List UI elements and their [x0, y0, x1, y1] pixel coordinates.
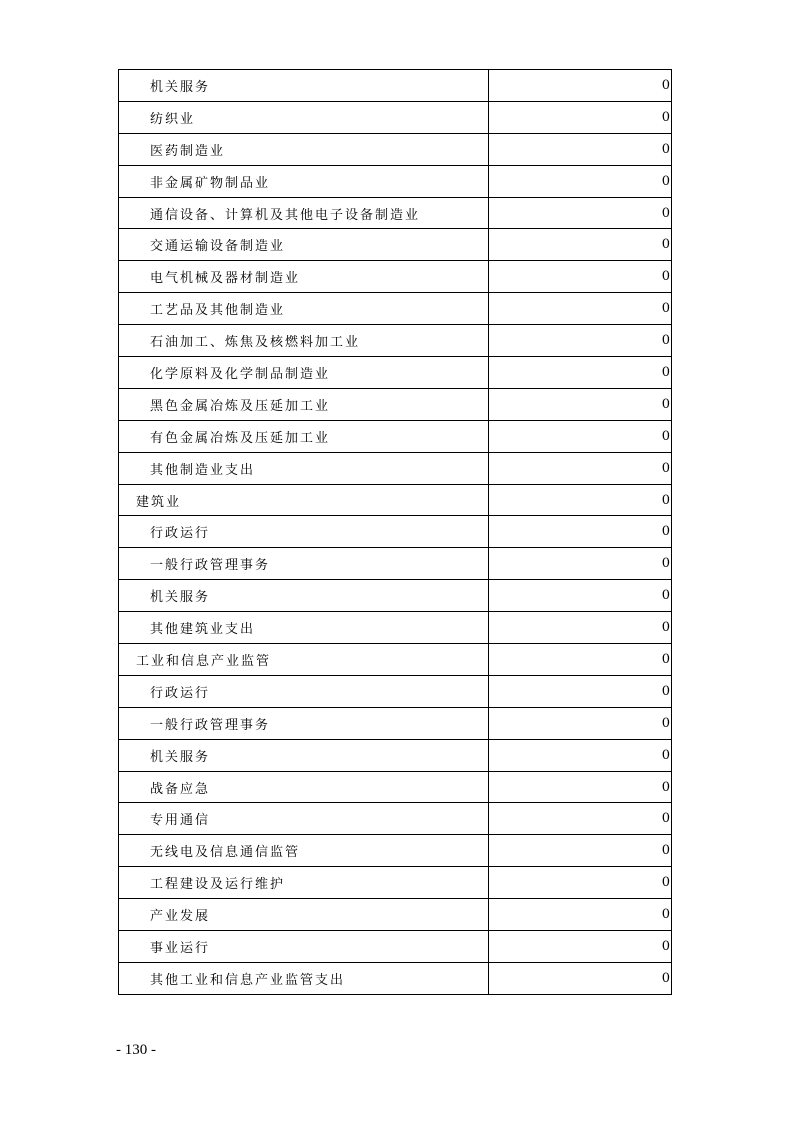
row-value: 0: [489, 70, 672, 102]
table-row: [119, 931, 672, 963]
row-name: 有色金属冶炼及压延加工业: [119, 420, 489, 452]
row-value: 0: [489, 516, 672, 548]
row-value: 0: [489, 293, 672, 325]
row-name: 战备应急: [119, 771, 489, 803]
row-value: 0: [489, 771, 672, 803]
row-name: 产业发展: [119, 899, 489, 931]
table-row: [119, 229, 672, 261]
table-row: [119, 165, 672, 197]
table-row: [119, 484, 672, 516]
table-row: [119, 962, 672, 994]
table-row: [119, 516, 672, 548]
row-name: 黑色金属冶炼及压延加工业: [119, 388, 489, 420]
row-value: 0: [489, 484, 672, 516]
table-row: [119, 867, 672, 899]
table-row: [119, 197, 672, 229]
row-value: 0: [489, 612, 672, 644]
row-value: 0: [489, 325, 672, 357]
row-name: 其他建筑业支出: [119, 612, 489, 644]
row-name: 一般行政管理事务: [119, 707, 489, 739]
row-value: 0: [489, 803, 672, 835]
row-value: 0: [489, 675, 672, 707]
row-name: 建筑业: [119, 484, 489, 516]
row-value: 0: [489, 899, 672, 931]
row-name: 专用通信: [119, 803, 489, 835]
row-value: 0: [489, 229, 672, 261]
table-row: [119, 675, 672, 707]
table-body: [119, 70, 672, 995]
row-name: 化学原料及化学制品制造业: [119, 357, 489, 389]
row-value: 0: [489, 835, 672, 867]
table-row: [119, 803, 672, 835]
row-name: 工业和信息产业监管: [119, 644, 489, 676]
row-name: 其他制造业支出: [119, 452, 489, 484]
row-value: 0: [489, 548, 672, 580]
budget-table: [118, 69, 672, 995]
row-value: 0: [489, 133, 672, 165]
row-name: 非金属矿物制品业: [119, 165, 489, 197]
row-name: 纺织业: [119, 101, 489, 133]
table-row: [119, 644, 672, 676]
row-name: 石油加工、炼焦及核燃料加工业: [119, 325, 489, 357]
row-name: 机关服务: [119, 70, 489, 102]
row-name: 电气机械及器材制造业: [119, 261, 489, 293]
row-value: 0: [489, 707, 672, 739]
table-row: [119, 70, 672, 102]
table-row: [119, 548, 672, 580]
row-value: 0: [489, 197, 672, 229]
row-value: 0: [489, 388, 672, 420]
row-name: 行政运行: [119, 516, 489, 548]
table-row: [119, 835, 672, 867]
row-value: 0: [489, 165, 672, 197]
table-row: [119, 739, 672, 771]
row-value: 0: [489, 357, 672, 389]
table-row: [119, 101, 672, 133]
table-row: [119, 293, 672, 325]
row-name: 行政运行: [119, 675, 489, 707]
row-name: 通信设备、计算机及其他电子设备制造业: [119, 197, 489, 229]
table-row: [119, 357, 672, 389]
row-name: 医药制造业: [119, 133, 489, 165]
row-name: 无线电及信息通信监管: [119, 835, 489, 867]
table-row: [119, 899, 672, 931]
row-name: 工艺品及其他制造业: [119, 293, 489, 325]
table-row: [119, 707, 672, 739]
row-value: 0: [489, 261, 672, 293]
row-name: 工程建设及运行维护: [119, 867, 489, 899]
row-name: 机关服务: [119, 580, 489, 612]
row-value: 0: [489, 420, 672, 452]
row-name: 交通运输设备制造业: [119, 229, 489, 261]
row-value: 0: [489, 739, 672, 771]
table-row: [119, 580, 672, 612]
table-row: [119, 261, 672, 293]
row-name: 事业运行: [119, 931, 489, 963]
row-name: 其他工业和信息产业监管支出: [119, 962, 489, 994]
table-row: [119, 133, 672, 165]
table-row: [119, 325, 672, 357]
row-value: 0: [489, 452, 672, 484]
row-value: 0: [489, 101, 672, 133]
row-name: 机关服务: [119, 739, 489, 771]
row-value: 0: [489, 867, 672, 899]
page-number: - 130 -: [116, 1042, 156, 1058]
row-value: 0: [489, 962, 672, 994]
row-value: 0: [489, 644, 672, 676]
table-row: [119, 612, 672, 644]
row-name: 一般行政管理事务: [119, 548, 489, 580]
table-row: [119, 420, 672, 452]
table-row: [119, 771, 672, 803]
row-value: 0: [489, 931, 672, 963]
table-row: [119, 452, 672, 484]
row-value: 0: [489, 580, 672, 612]
table-row: [119, 388, 672, 420]
